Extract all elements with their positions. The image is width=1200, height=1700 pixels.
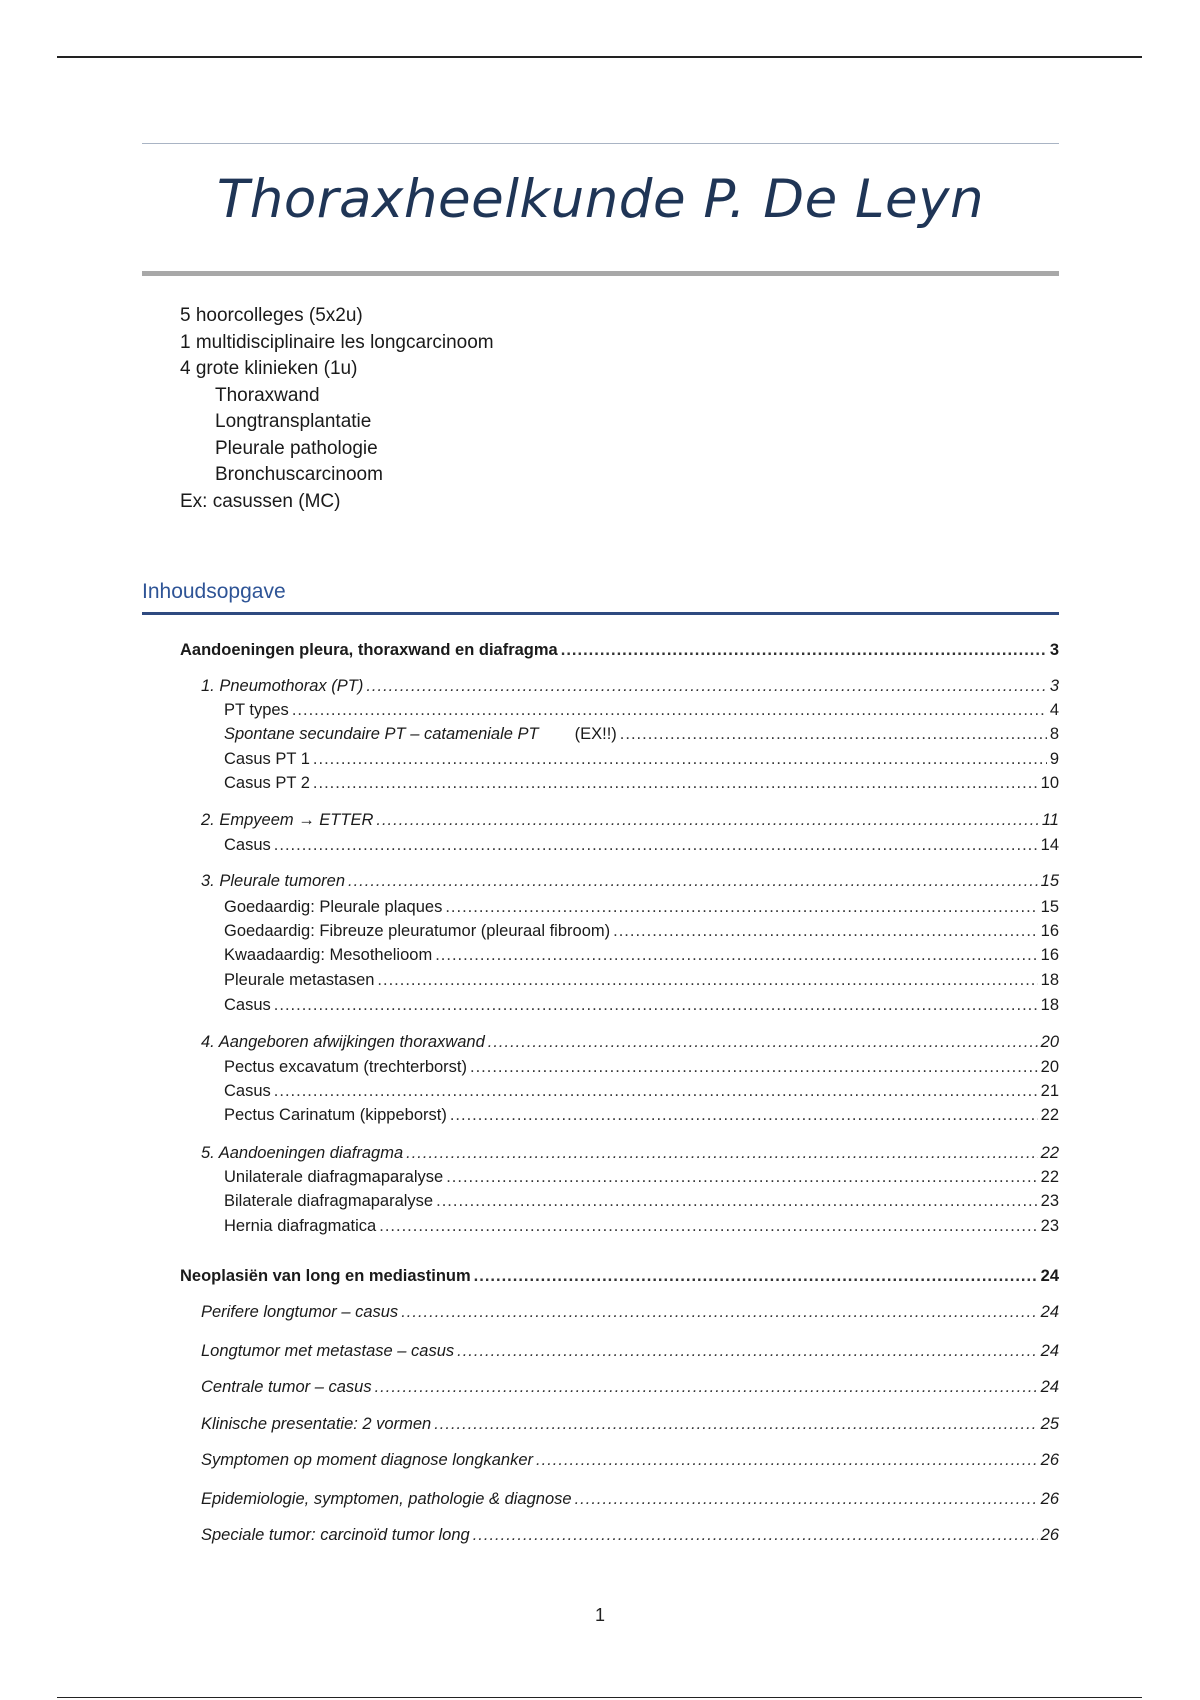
toc-entry-subsection[interactable] xyxy=(224,836,1059,855)
toc-entry-label: Goedaardig: Fibreuze pleuratumor (pleuraal fibroom) xyxy=(224,922,611,940)
toc-entry-page: 10 xyxy=(1040,774,1059,792)
toc-entry-chapter[interactable] xyxy=(201,1378,1059,1397)
toc-entry-page: 8 xyxy=(1049,725,1059,743)
toc-entry-page: 23 xyxy=(1040,1217,1059,1235)
toc-entry-chapter[interactable] xyxy=(201,1033,1059,1052)
toc-leader xyxy=(436,1192,1038,1211)
toc-heading-rule xyxy=(142,612,1059,615)
toc-entry-label: Casus xyxy=(224,1082,271,1100)
toc-leader xyxy=(348,872,1038,891)
toc-entry-label: Speciale tumor: carcinoïd tumor long xyxy=(201,1526,470,1544)
toc-entry-page: 18 xyxy=(1040,996,1059,1014)
toc-entry-label: 5. Aandoeningen diafragma xyxy=(201,1144,404,1162)
toc-entry-label: Casus PT 2 xyxy=(224,774,310,792)
toc-entry-chapter[interactable] xyxy=(201,1415,1059,1434)
toc-entry-subsection[interactable] xyxy=(224,774,1059,793)
toc-entry-page: 11 xyxy=(1041,811,1059,829)
toc-leader xyxy=(292,701,1047,720)
toc-leader xyxy=(274,1082,1038,1101)
toc-entry-subsection[interactable] xyxy=(224,725,1059,744)
toc-entry-note: (EX!!) xyxy=(574,725,617,743)
toc-heading: Inhoudsopgave xyxy=(142,580,286,603)
toc-entry-page: 24 xyxy=(1040,1267,1059,1285)
toc-leader xyxy=(401,1303,1037,1322)
toc-leader xyxy=(376,811,1038,830)
page-top-rule xyxy=(57,56,1142,58)
toc-entry-chapter[interactable] xyxy=(201,811,1059,830)
intro-line: Ex: casussen (MC) xyxy=(180,490,341,512)
toc-entry-page: 14 xyxy=(1040,836,1059,854)
toc-entry-section[interactable] xyxy=(180,641,1059,660)
toc-leader xyxy=(446,1168,1037,1187)
toc-entry-label: Epidemiologie, symptomen, pathologie & diagnose xyxy=(201,1490,572,1508)
toc-entry-label: Bilaterale diafragmaparalyse xyxy=(224,1192,434,1210)
toc-entry-label: 2. Empyeem → ETTER xyxy=(201,811,374,829)
toc-entry-chapter[interactable] xyxy=(201,1303,1059,1322)
toc-entry-subsection[interactable] xyxy=(224,1168,1059,1187)
toc-leader xyxy=(434,1415,1037,1434)
intro-subline: Pleurale pathologie xyxy=(215,437,378,459)
intro-block xyxy=(180,303,494,515)
toc-entry-page: 4 xyxy=(1049,701,1059,719)
toc-entry-subsection[interactable] xyxy=(224,996,1059,1015)
toc-leader xyxy=(377,971,1037,990)
toc-entry-chapter[interactable] xyxy=(201,1490,1059,1509)
toc-entry-page: 24 xyxy=(1040,1342,1059,1360)
toc-entry-subsection[interactable] xyxy=(224,971,1059,990)
toc-entry-page: 23 xyxy=(1040,1192,1059,1210)
toc-entry-section[interactable] xyxy=(180,1267,1059,1286)
toc-leader xyxy=(561,641,1047,660)
toc-entry-page: 26 xyxy=(1040,1451,1059,1469)
toc-entry-label: Longtumor met metastase – casus xyxy=(201,1342,455,1360)
toc-entry-page: 3 xyxy=(1049,677,1059,695)
toc-entry-label: Unilaterale diafragmaparalyse xyxy=(224,1168,444,1186)
toc-entry-label: 1. Pneumothorax (PT) xyxy=(201,677,364,695)
toc-entry-page: 9 xyxy=(1049,750,1059,768)
title-bottom-rule xyxy=(142,271,1059,276)
page-number: 1 xyxy=(594,1605,605,1625)
intro-subline: Longtransplantatie xyxy=(215,411,372,432)
toc-entry-page: 16 xyxy=(1040,946,1059,964)
document-title: Thoraxheelkunde P. De Leyn xyxy=(216,169,985,230)
toc-entry-page: 24 xyxy=(1040,1378,1059,1396)
intro-line: 1 multidisciplinaire les longcarcinoom xyxy=(180,331,494,353)
toc-leader xyxy=(457,1342,1038,1361)
toc-leader xyxy=(379,1217,1037,1236)
toc-leader xyxy=(274,996,1038,1015)
toc-entry-label: PT types xyxy=(224,701,289,719)
toc-leader xyxy=(313,750,1047,769)
toc-entry-subsection[interactable] xyxy=(224,1106,1059,1125)
toc-entry-chapter[interactable] xyxy=(201,1526,1059,1545)
intro-line: 5 hoorcolleges (5x2u) xyxy=(180,305,363,326)
toc-entry-page: 26 xyxy=(1040,1526,1059,1544)
toc-entry-label: 3. Pleurale tumoren xyxy=(201,872,345,890)
intro-line: 4 grote klinieken (1u) xyxy=(180,358,358,379)
toc-entry-label: Casus xyxy=(224,996,271,1014)
toc-entry-label: Kwaadaardig: Mesothelioom xyxy=(224,946,433,964)
toc-entry-label: Casus PT 1 xyxy=(224,750,310,768)
toc-entry-page: 22 xyxy=(1040,1106,1059,1124)
toc-entry-label: Pleurale metastasen xyxy=(224,971,375,989)
toc-entry-subsection[interactable] xyxy=(224,922,1059,941)
toc-entry-label: Pectus Carinatum (kippeborst) xyxy=(224,1106,447,1124)
toc-leader xyxy=(613,922,1038,941)
toc-entry-page: 16 xyxy=(1040,922,1059,940)
title-top-rule xyxy=(142,143,1059,144)
toc-leader xyxy=(575,1490,1038,1509)
intro-subline: Thoraxwand xyxy=(215,384,320,406)
toc-leader xyxy=(474,1267,1038,1286)
toc-leader xyxy=(450,1106,1038,1125)
toc-entry-chapter[interactable] xyxy=(201,1342,1059,1361)
toc-entry-label: Centrale tumor – casus xyxy=(201,1378,372,1396)
toc-entry-subsection[interactable] xyxy=(224,1217,1059,1236)
toc-entry-label: Spontane secundaire PT – catameniale PT xyxy=(224,725,539,743)
toc-entry-label: Pectus excavatum (trechterborst) xyxy=(224,1058,468,1076)
toc-leader xyxy=(274,836,1038,855)
toc-entry-label: Goedaardig: Pleurale plaques xyxy=(224,898,443,916)
toc-leader xyxy=(470,1058,1038,1077)
toc-leader xyxy=(406,1144,1038,1163)
toc-entry-page: 24 xyxy=(1040,1303,1059,1321)
toc-leader xyxy=(313,774,1038,793)
toc-entry-label: 4. Aangeboren afwijkingen thoraxwand xyxy=(201,1033,485,1051)
toc-entry-page: 21 xyxy=(1040,1082,1059,1100)
toc-leader xyxy=(435,946,1037,965)
toc-leader xyxy=(620,725,1047,744)
toc-entry-page: 22 xyxy=(1040,1168,1059,1186)
intro-subline: Bronchuscarcinoom xyxy=(215,464,383,485)
toc-entry-page: 15 xyxy=(1040,898,1059,916)
page-bottom-rule xyxy=(57,1697,1142,1698)
toc-entry-page: 20 xyxy=(1040,1058,1059,1076)
toc-entry-chapter[interactable] xyxy=(201,1144,1059,1163)
toc-entry-subsection[interactable] xyxy=(224,750,1059,769)
toc-entry-subsection[interactable] xyxy=(224,946,1059,965)
toc-leader xyxy=(488,1033,1038,1052)
toc-entry-subsection[interactable] xyxy=(224,1192,1059,1211)
toc-entry-chapter[interactable] xyxy=(201,1451,1059,1470)
toc-entry-subsection[interactable] xyxy=(224,701,1059,720)
toc-leader xyxy=(536,1451,1038,1470)
toc-leader xyxy=(366,677,1046,696)
toc-entry-page: 26 xyxy=(1040,1490,1059,1508)
toc-leader xyxy=(473,1526,1038,1545)
toc-entry-page: 20 xyxy=(1040,1033,1059,1051)
toc-entry-subsection[interactable] xyxy=(224,898,1059,917)
toc-entry-label: Aandoeningen pleura, thoraxwand en diafragma xyxy=(180,641,558,659)
toc-entry-subsection[interactable] xyxy=(224,1082,1059,1101)
toc-entry-page: 15 xyxy=(1040,872,1059,890)
toc-entry-chapter[interactable] xyxy=(201,872,1059,891)
toc-entry-page: 18 xyxy=(1040,971,1059,989)
toc-entry-label: Hernia diafragmatica xyxy=(224,1217,377,1235)
toc-leader xyxy=(375,1378,1038,1397)
toc-entry-label: Perifere longtumor – casus xyxy=(201,1303,399,1321)
toc-entry-page: 25 xyxy=(1040,1415,1059,1433)
toc-entry-page: 22 xyxy=(1040,1144,1059,1162)
toc-entry-label: Neoplasiën van long en mediastinum xyxy=(180,1267,471,1285)
toc-entry-label: Casus xyxy=(224,836,271,854)
toc-entry-subsection[interactable] xyxy=(224,1058,1059,1077)
toc-leader xyxy=(445,898,1037,917)
toc-entry-chapter[interactable] xyxy=(201,677,1059,696)
toc-entry-page: 3 xyxy=(1049,641,1059,659)
toc-entry-label: Klinische presentatie: 2 vormen xyxy=(201,1415,432,1433)
toc-entry-label: Symptomen op moment diagnose longkanker xyxy=(201,1451,534,1469)
